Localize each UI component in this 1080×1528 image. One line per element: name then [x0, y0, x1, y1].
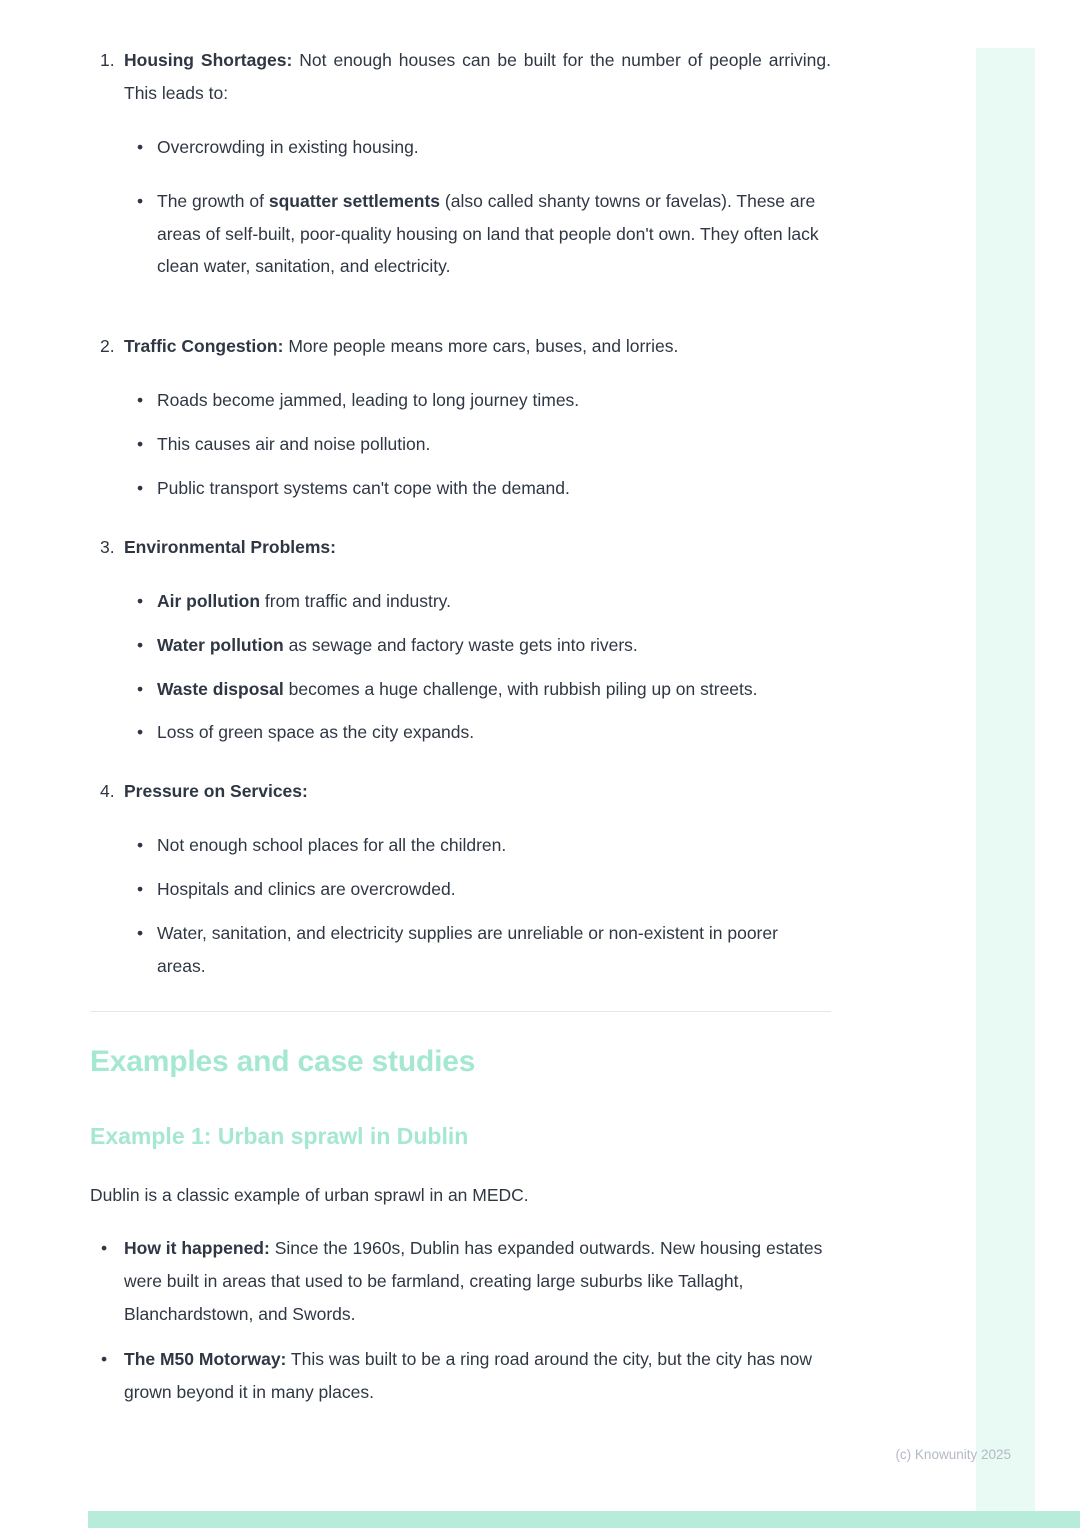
- bullet-item: • Air pollution from traffic and industry.: [137, 585, 831, 618]
- bullet-item: • Public transport systems can't cope with the demand.: [137, 472, 831, 505]
- problems-numbered-list: [90, 44, 831, 983]
- bullet-item: • How it happened: Since the 1960s, Dublin has expanded outwards. New housing estates were built in areas that used to be farmland, creating large suburbs like Tallaght, Blanchardstown, and Swords.: [90, 1232, 831, 1331]
- bullet-item: • Not enough school places for all the children.: [137, 829, 831, 862]
- item-number: 2.: [100, 336, 115, 357]
- numbered-item-environmental-problems: [90, 531, 831, 749]
- item-lead: Environmental Problems:: [124, 536, 336, 557]
- bullet-item: • Hospitals and clinics are overcrowded.: [137, 873, 831, 906]
- bullet-item: • Loss of green space as the city expands.: [137, 716, 831, 749]
- numbered-item-traffic-congestion: [90, 330, 831, 505]
- section-divider: [90, 1011, 831, 1012]
- bullet-item: • Roads become jammed, leading to long journey times.: [137, 384, 831, 417]
- item-number: 3.: [100, 536, 115, 557]
- bullet-list: [124, 131, 831, 305]
- bullet-item: • The M50 Motorway: This was built to be a ring road around the city, but the city has now grown beyond it in many places.: [90, 1343, 831, 1409]
- examples-section-heading: Examples and case studies: [90, 1044, 476, 1078]
- bullet-item: • Water pollution as sewage and factory waste gets into rivers.: [137, 629, 831, 662]
- bullet-item: • Water, sanitation, and electricity supplies are unreliable or non-existent in poorer areas.: [137, 917, 831, 983]
- bullet-item: • Overcrowding in existing housing.: [137, 131, 831, 164]
- bullet-list: [124, 829, 831, 983]
- bullet-item: • This causes air and noise pollution.: [137, 428, 831, 461]
- example1-intro: Dublin is a classic example of urban sprawl in an MEDC.: [90, 1184, 529, 1205]
- numbered-item-pressure-on-services: [90, 775, 831, 982]
- numbered-item-housing-shortages: [90, 44, 831, 304]
- bullet-list: [124, 384, 831, 505]
- item-number: 1.: [100, 50, 115, 70]
- bullet-item: • The growth of squatter settlements (also called shanty towns or favelas). These are areas of self-built, poor-quality housing on land that people don't own. They often lack clean water, sanitation, and electricity.: [137, 185, 831, 284]
- bottom-accent-bar: [88, 1511, 1080, 1528]
- copyright-note: (c) Knowunity 2025: [895, 1447, 1011, 1462]
- item-lead: Pressure on Services:: [124, 781, 308, 802]
- item-lead: Housing Shortages: Not enough houses can be built for the number of people arriving. This leads to:: [124, 50, 831, 103]
- item-lead: Traffic Congestion: More people means more cars, buses, and lorries.: [124, 336, 679, 357]
- right-accent-stripe: [976, 48, 1035, 1528]
- notes-content: [90, 44, 831, 1421]
- bullet-list: [124, 585, 831, 750]
- bullet-item: • Waste disposal becomes a huge challenge, with rubbish piling up on streets.: [137, 673, 831, 706]
- item-number: 4.: [100, 781, 115, 802]
- example1-bullet-list: [90, 1232, 831, 1408]
- example1-subheading: Example 1: Urban sprawl in Dublin: [90, 1122, 469, 1149]
